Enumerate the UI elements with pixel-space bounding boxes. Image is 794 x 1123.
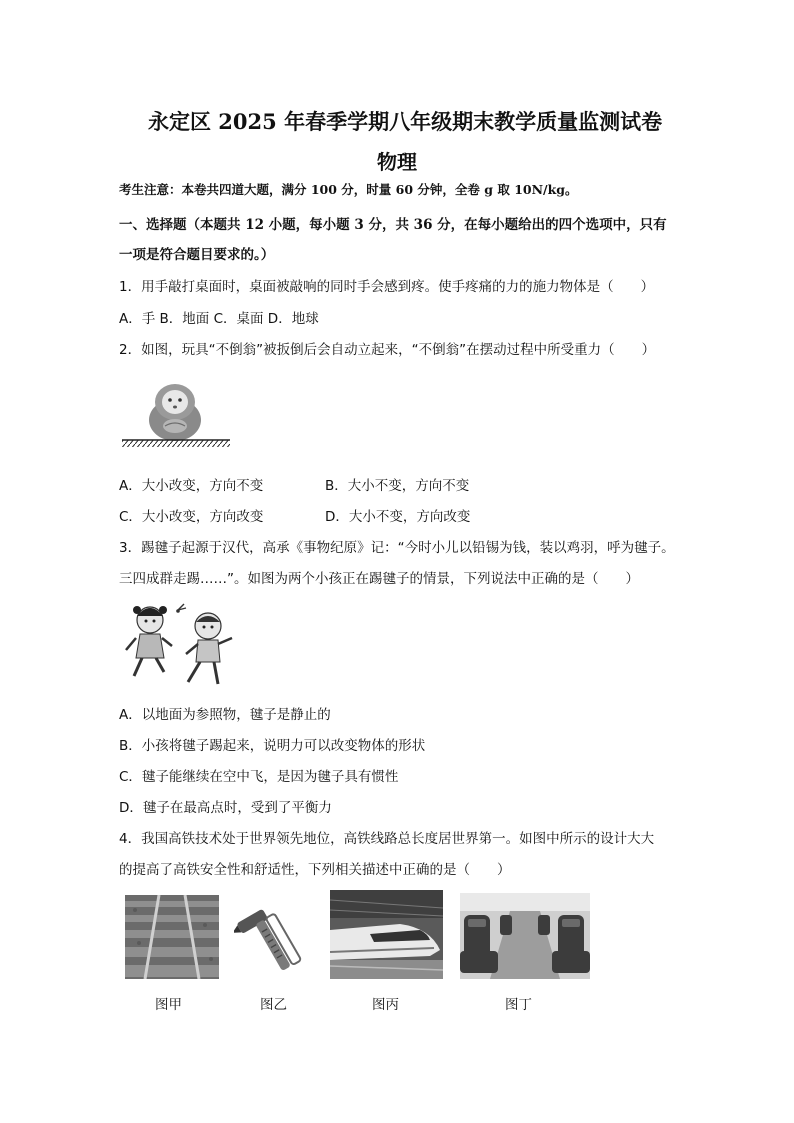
tumbler-toy-figure xyxy=(120,372,232,452)
question-1-options: A．手 B．地面 C．桌面 D．地球 xyxy=(119,311,319,327)
train-seats-photo xyxy=(460,893,590,979)
subject-title: 物理 xyxy=(377,150,417,174)
exam-notice: 考生注意：本卷共四道大题，满分 100 分，时量 60 分钟，全卷 g 取 10N/kg。 xyxy=(119,182,578,197)
rail-track-photo xyxy=(125,895,219,979)
section-heading-line1: 一、选择题（本题共 12 小题，每小题 3 分，共 36 分，在每小题给出的四个选项中，只有 xyxy=(119,217,667,233)
question-4-stem-line1: 4．我国高铁技术处于世界领先地位，高铁线路总长度居世界第一。如图中所示的设计大大 xyxy=(119,831,655,847)
question-3-option-a: A．以地面为参照物，毽子是静止的 xyxy=(119,707,331,723)
question-3-option-c: C．毽子能继续在空中飞，是因为毽子具有惯性 xyxy=(119,769,399,785)
exam-title: 永定区 2025 年春季学期八年级期末教学质量监测试卷 xyxy=(148,109,663,134)
figure-caption-ding: 图丁 xyxy=(505,997,532,1013)
figure-caption-bing: 图丙 xyxy=(372,997,399,1013)
section-heading-line2: 一项是符合题目要求的。） xyxy=(119,247,275,263)
question-2-stem: 2．如图，玩具“不倒翁”被扳倒后会自动立起来，“不倒翁”在摆动过程中所受重力（ ） xyxy=(119,342,656,358)
kids-kicking-shuttlecock-figure xyxy=(120,598,238,688)
question-3-stem-line2: 三四成群走踢……”。如图为两个小孩正在踢毽子的情景，下列说法中正确的是（ ） xyxy=(119,571,639,587)
question-3-stem-line1: 3．踢毽子起源于汉代，高承《事物纪原》记：“今时小儿以铅锡为钱，装以鸡羽，呼为毽子。 xyxy=(119,540,675,556)
question-3-option-d: D．毽子在最高点时，受到了平衡力 xyxy=(119,800,332,816)
question-1-stem: 1．用手敲打桌面时，桌面被敲响的同时手会感到疼。使手疼痛的力的施力物体是（ ） xyxy=(119,279,655,295)
question-4-stem-line2: 的提高了高铁安全性和舒适性，下列相关描述中正确的是（ ） xyxy=(119,862,511,878)
question-2-option-a: A．大小改变，方向不变 xyxy=(119,478,264,494)
question-2-option-d: D．大小不变，方向改变 xyxy=(325,509,471,525)
question-3-option-b: B．小孩将毽子踢起来，说明力可以改变物体的形状 xyxy=(119,738,426,754)
figure-caption-jia: 图甲 xyxy=(155,997,182,1013)
figure-caption-yi: 图乙 xyxy=(260,997,287,1013)
safety-hammer-photo xyxy=(234,893,320,979)
question-2-option-b: B．大小不变，方向不变 xyxy=(325,478,470,494)
question-2-option-c: C．大小改变，方向改变 xyxy=(119,509,264,525)
high-speed-train-photo xyxy=(330,890,443,979)
